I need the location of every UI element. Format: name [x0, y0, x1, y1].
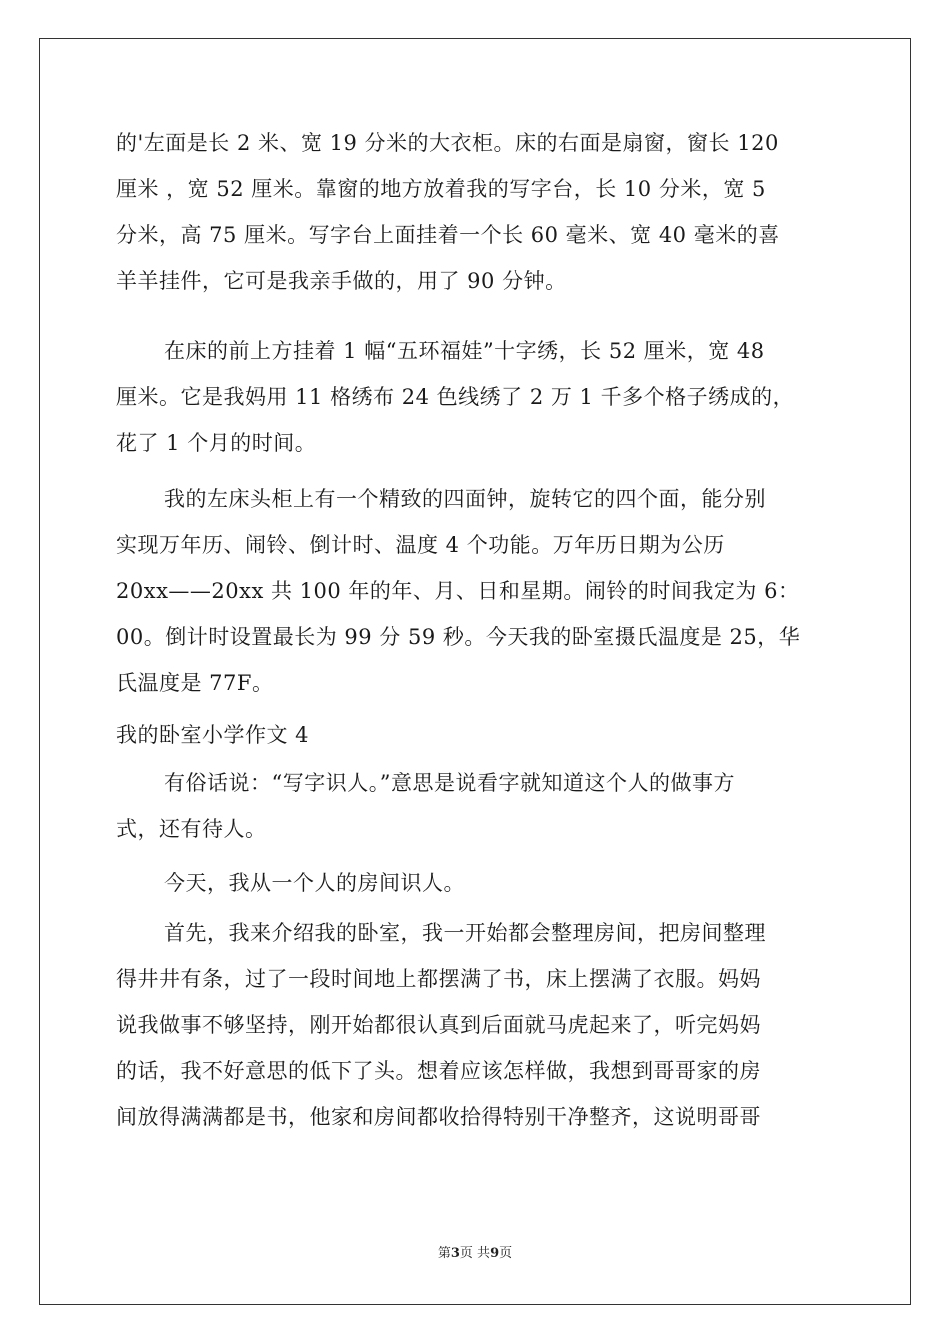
paragraph-start: 我的左床头柜上有一个精致的四面钟，旋转它的四个面，能分别 [164, 487, 766, 511]
text-line: 间放得满满都是书，他家和房间都收拾得特别干净整齐，这说明哥哥 [116, 1105, 761, 1129]
text-line: 厘米 ，宽 52 厘米。靠窗的地方放着我的写字台，长 10 分米，宽 5 [116, 177, 766, 201]
text-line: 厘米。它是我妈用 11 格绣布 24 色线绣了 2 万 1 千多个格子绣成的， [116, 385, 795, 409]
paragraph-start: 首先，我来介绍我的卧室，我一开始都会整理房间，把房间整理 [164, 921, 766, 945]
text-line: 实现万年历、闹铃、倒计时、温度 4 个功能。万年历日期为公历 [116, 533, 725, 557]
footer-mid: 页 共 [459, 1246, 491, 1261]
text-line: 花了 1 个月的时间。 [116, 431, 317, 455]
text-line: 式，还有待人。 [116, 817, 267, 841]
paragraph-start: 今天，我从一个人的房间识人。 [164, 871, 465, 895]
total-page-number: 9 [490, 1246, 500, 1261]
text-line: 分米，高 75 厘米。写字台上面挂着一个长 60 毫米、宽 40 毫米的喜 [116, 223, 780, 247]
section-heading: 我的卧室小学作文 4 [116, 723, 310, 747]
text-line: 得井井有条，过了一段时间地上都摆满了书，床上摆满了衣服。妈妈 [116, 967, 761, 991]
text-line: 羊羊挂件，它可是我亲手做的，用了 90 分钟。 [116, 269, 567, 293]
paragraph-start: 有俗话说：“写字识人。”意思是说看字就知道这个人的做事方 [164, 771, 735, 795]
footer-prefix: 第 [437, 1246, 451, 1261]
footer-suffix: 页 [499, 1246, 513, 1261]
current-page-number: 3 [450, 1246, 460, 1261]
text-line: 氏温度是 77F。 [116, 671, 274, 695]
text-line: 00。倒计时设置最长为 99 分 59 秒。今天我的卧室摄氏温度是 25，华 [116, 625, 801, 649]
text-line: 的'左面是长 2 米、宽 19 分米的大衣柜。床的右面是扇窗，窗长 120 [116, 131, 779, 155]
text-line: 20xx——20xx 共 100 年的年、月、日和星期。闹铃的时间我定为 6： [116, 579, 800, 603]
paragraph-start: 在床的前上方挂着 1 幅“五环福娃”十字绣，长 52 厘米，宽 48 [164, 339, 765, 363]
text-line: 说我做事不够坚持，刚开始都很认真到后面就马虎起来了，听完妈妈 [116, 1013, 761, 1037]
page-footer [0, 1244, 950, 1264]
text-line: 的话，我不好意思的低下了头。想着应该怎样做，我想到哥哥家的房 [116, 1059, 761, 1083]
